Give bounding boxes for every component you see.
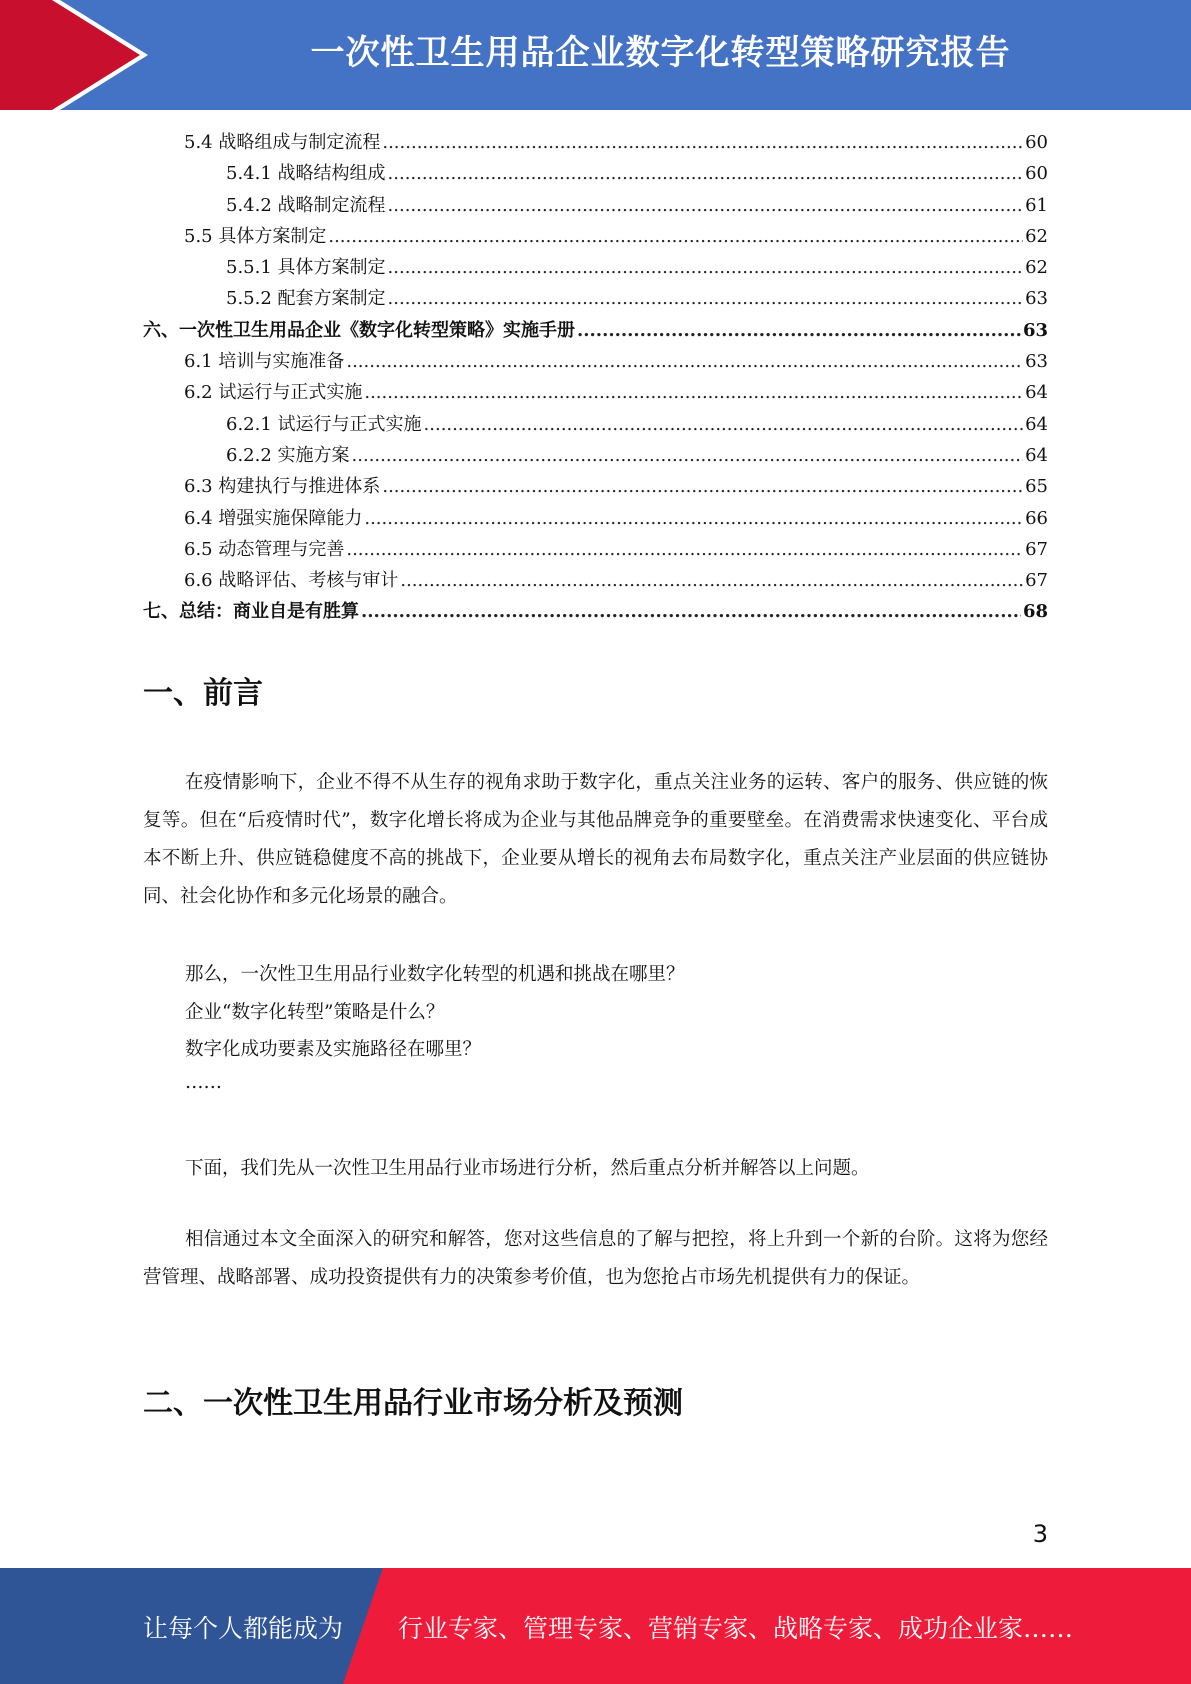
toc-entry[interactable]: [143, 441, 1048, 472]
question-line-3: 数字化成功要素及实施路径在哪里？: [185, 1039, 482, 1060]
toc-entry-label: 6.2.1 试运行与正式实施: [226, 413, 422, 435]
preface-paragraph-3: 相信通过本文全面深入的研究和解答，您对这些信息的了解与把控，将上升到一个新的台阶。这将为您经营管理、战略部署、成功投资提供有力的决策参考价值，也为您抢占市场先机提供有力的保证。: [143, 1229, 1048, 1288]
toc-entry-label: 5.5.2 配套方案制定: [226, 288, 386, 310]
toc-entry-page: 68: [1022, 601, 1048, 623]
toc-entry-page: 62: [1025, 225, 1048, 247]
toc-entry-label: 七、总结：商业自是有胜算: [143, 601, 359, 623]
toc-entry-page: 66: [1025, 507, 1048, 529]
toc-entry-page: 63: [1025, 288, 1048, 310]
toc-entry-label: 5.4.2 战略制定流程: [226, 194, 386, 216]
preface-paragraph-1: 在疫情影响下，企业不得不从生存的视角求助于数字化，重点关注业务的运转、客户的服务、供应链的恢复等。但在“后疫情时代”，数字化增长将成为企业与其他品牌竞争的重要壁垒。在消费需求快速变化、平台成本不断上升、供应链稳健度不高的挑战下，企业要从增长的视角去布局数字化，重点关注产业层面的供应链协同、社会化协作和多元化场景的融合。: [143, 772, 1048, 907]
market-analysis-heading: 二、一次性卫生用品行业市场分析及预测: [143, 1386, 683, 1421]
toc-entry[interactable]: [143, 191, 1048, 222]
toc-entry[interactable]: [143, 284, 1048, 315]
toc-entry-label: 5.4.1 战略结构组成: [226, 163, 386, 185]
toc-entry-label: 6.2 试运行与正式实施: [184, 382, 363, 404]
toc-leader-dots: [388, 257, 1024, 278]
toc-leader-dots: [346, 539, 1023, 560]
report-title: 一次性卫生用品企业数字化转型策略研究报告: [310, 33, 1011, 73]
toc-entry-label: 6.2.2 实施方案: [226, 444, 350, 466]
toc-entry-label: 5.5 具体方案制定: [184, 225, 327, 247]
page-header: [0, 0, 1191, 110]
toc-leader-dots: [346, 351, 1023, 372]
toc-entry[interactable]: [143, 253, 1048, 284]
toc-entry-page: 60: [1025, 132, 1048, 153]
toc-entry-label: 6.5 动态管理与完善: [184, 538, 345, 560]
toc-entry-page: 60: [1025, 163, 1048, 185]
toc-entry[interactable]: [143, 128, 1048, 159]
toc-entry[interactable]: [143, 222, 1048, 253]
question-ellipsis: ……: [185, 1072, 222, 1093]
toc-leader-dots: [382, 132, 1023, 153]
toc-entry[interactable]: [143, 159, 1048, 190]
toc-entry-page: 61: [1025, 194, 1048, 216]
toc-entry[interactable]: [143, 535, 1048, 566]
toc-entry-page: 63: [1025, 351, 1048, 373]
toc-entry-page: 62: [1025, 257, 1048, 279]
toc-entry[interactable]: [143, 566, 1048, 597]
question-line-1: 那么，一次性卫生用品行业数字化转型的机遇和挑战在哪里？: [185, 964, 685, 985]
toc-entry-label: 6.1 培训与实施准备: [184, 351, 345, 373]
toc-leader-dots: [388, 288, 1024, 309]
toc-entry-page: 67: [1025, 538, 1048, 560]
toc-entry[interactable]: [143, 316, 1048, 347]
toc-entry-page: 67: [1025, 570, 1048, 592]
toc-entry-page: 63: [1022, 319, 1048, 341]
toc-entry[interactable]: [143, 347, 1048, 378]
footer-slogan-right: 行业专家、管理专家、营销专家、战略专家、成功企业家……: [398, 1614, 1074, 1643]
toc-entry[interactable]: [143, 410, 1048, 441]
question-line-2: 企业“数字化转型”策略是什么？: [185, 1002, 445, 1023]
table-of-contents: [143, 128, 1048, 629]
toc-leader-dots: [577, 320, 1021, 341]
toc-leader-dots: [352, 445, 1024, 466]
toc-leader-dots: [364, 382, 1023, 403]
toc-leader-dots: [364, 508, 1023, 529]
toc-entry-page: 64: [1025, 413, 1048, 435]
preface-paragraph-2: 下面，我们先从一次性卫生用品行业市场进行分析，然后重点分析并解答以上问题。: [185, 1158, 870, 1179]
toc-leader-dots: [424, 414, 1024, 435]
toc-entry-page: 65: [1025, 476, 1048, 498]
toc-entry-label: 5.4 战略组成与制定流程: [184, 132, 381, 153]
toc-entry[interactable]: [143, 597, 1048, 628]
toc-entry-label: 6.4 增强实施保障能力: [184, 507, 363, 529]
header-chevron-decoration: [0, 0, 160, 110]
toc-leader-dots: [400, 570, 1023, 591]
toc-entry-label: 5.5.1 具体方案制定: [226, 257, 386, 279]
toc-leader-dots: [361, 601, 1021, 622]
toc-entry[interactable]: [143, 504, 1048, 535]
footer-slogan-left: 让每个人都能成为: [143, 1614, 344, 1643]
toc-entry-label: 六、一次性卫生用品企业《数字化转型策略》实施手册: [143, 319, 575, 341]
toc-entry[interactable]: [143, 472, 1048, 503]
toc-entry-label: 6.6 战略评估、考核与审计: [184, 570, 399, 592]
toc-leader-dots: [388, 163, 1024, 184]
toc-entry-label: 6.3 构建执行与推进体系: [184, 476, 381, 498]
toc-entry[interactable]: [143, 378, 1048, 409]
page-number: 3: [1032, 1520, 1048, 1548]
toc-entry-page: 64: [1025, 382, 1048, 404]
toc-leader-dots: [388, 195, 1024, 216]
page-footer: [0, 1568, 1191, 1684]
preface-heading: 一、前言: [143, 676, 263, 711]
toc-leader-dots: [328, 226, 1023, 247]
toc-entry-page: 64: [1025, 444, 1048, 466]
toc-leader-dots: [382, 476, 1023, 497]
